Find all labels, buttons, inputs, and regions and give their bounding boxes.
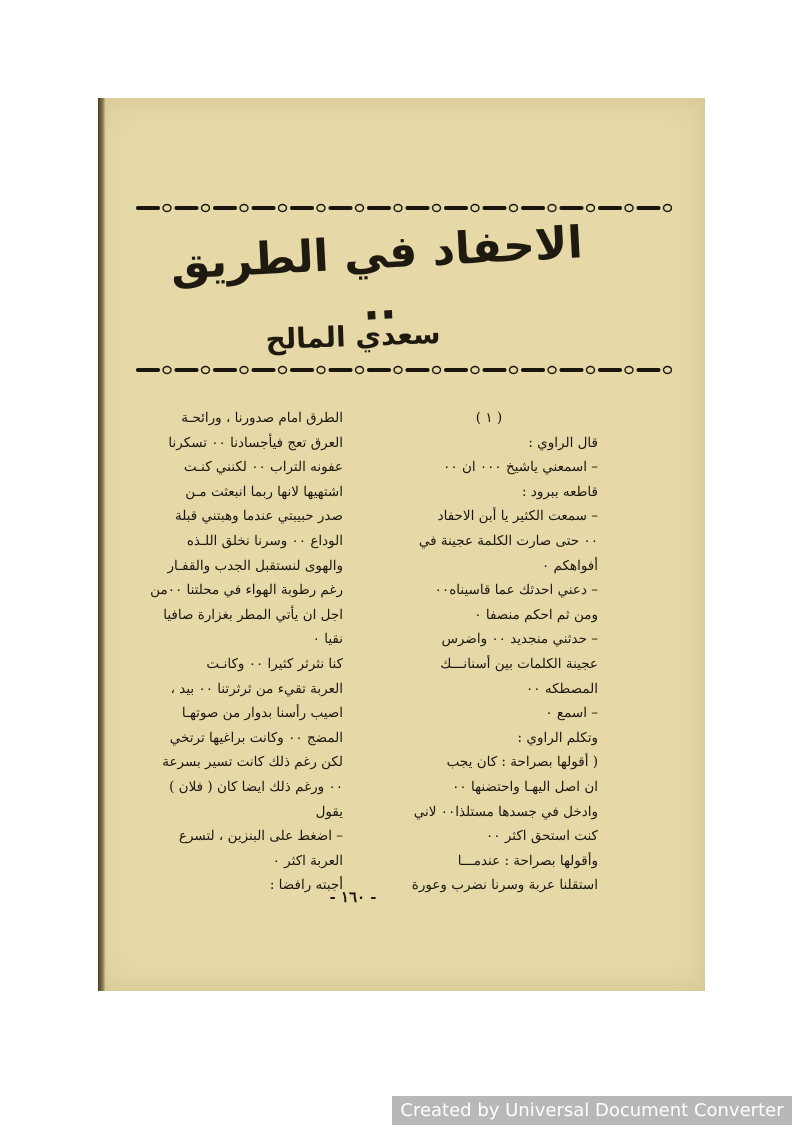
ornament-ring bbox=[471, 367, 479, 374]
ornament-bar bbox=[136, 368, 160, 372]
ornament-bar bbox=[290, 206, 314, 210]
ornament-ring bbox=[625, 205, 633, 212]
ornament-bar bbox=[136, 206, 160, 210]
ornament-bar bbox=[560, 206, 584, 210]
ornament-ring bbox=[163, 367, 171, 374]
text-line: العرق تعج فيأجسادنا ٠٠ تسكرنا bbox=[168, 434, 343, 451]
text-line: العربة اكثر ٠ bbox=[272, 852, 343, 869]
text-line: اجل ان يأتي المطر بغزارة صافيا bbox=[163, 606, 343, 623]
text-line: الوداع ٠٠ وسرنا نخلق اللـذه bbox=[186, 532, 343, 549]
ornament-bar bbox=[560, 368, 584, 372]
ornament-ring bbox=[433, 205, 441, 212]
text-line: أفواهكم ٠ bbox=[541, 557, 598, 574]
ornament-ring bbox=[510, 367, 518, 374]
text-line: – اسمع ٠ bbox=[545, 705, 598, 722]
ornament-ring bbox=[279, 367, 287, 374]
text-line: وأقولها بصراحة : عندمـــا bbox=[457, 852, 598, 869]
ornament-ring bbox=[664, 367, 672, 374]
text-line: المضج ٠٠ وكانت براغيها ترتخي bbox=[169, 729, 343, 746]
text-column-left bbox=[125, 406, 343, 898]
ornament-bar bbox=[329, 368, 353, 372]
ornament-bar bbox=[637, 206, 661, 210]
text-line: – دعني احدثك عما قاسيناه٠٠ bbox=[434, 582, 598, 599]
ornament-bar bbox=[175, 368, 199, 372]
converter-watermark: Created by Universal Document Converter bbox=[392, 1096, 792, 1125]
ornament-ring bbox=[202, 367, 210, 374]
book-spine-edge bbox=[98, 98, 106, 991]
ornament-bar bbox=[367, 368, 391, 372]
text-line: عجينة الكلمات بين أسنانـــك bbox=[440, 655, 598, 672]
ornament-ring bbox=[433, 367, 441, 374]
ornament-ring bbox=[394, 205, 402, 212]
text-line: – اسمعني ياشيخ ٠٠٠ ان ٠٠ bbox=[443, 459, 598, 476]
text-line: – حدثني منجديد ٠٠ واضرس bbox=[441, 631, 598, 648]
text-line: وتكلم الراوي : bbox=[517, 729, 598, 746]
text-line: قال الراوي : bbox=[528, 434, 598, 451]
ornament-bar bbox=[521, 368, 545, 372]
ornament-bar bbox=[213, 368, 237, 372]
text-line: – اضغط على البنزين ، لتسرع bbox=[178, 828, 343, 845]
ornament-ring bbox=[240, 205, 248, 212]
ornament-bar bbox=[637, 368, 661, 372]
scanned-page bbox=[98, 98, 705, 991]
ornament-ring bbox=[317, 367, 325, 374]
ornament-bar bbox=[290, 368, 314, 372]
ornament-bar bbox=[598, 368, 622, 372]
ornament-ring bbox=[471, 205, 479, 212]
text-line: المصطكه ٠٠ bbox=[526, 680, 598, 697]
text-line: والهوى لنستقبل الجدب والقفـار bbox=[167, 557, 343, 574]
text-line: رغم رطوبة الهواء في محلتنا ٠٠من bbox=[150, 582, 343, 599]
page-number: - ١٦٠ - bbox=[329, 888, 377, 906]
ornament-bar bbox=[444, 206, 468, 210]
ornament-ring bbox=[587, 367, 595, 374]
text-line: ان اصل اليهـا واحتضنها ٠٠ bbox=[452, 778, 598, 795]
ornament-ring bbox=[587, 205, 595, 212]
text-line: اشتهيها لانها ربما انبعثت مـن bbox=[185, 483, 343, 500]
ornament-bar bbox=[521, 206, 545, 210]
ornament-ring bbox=[510, 205, 518, 212]
ornament-ring bbox=[163, 205, 171, 212]
ornament-bar bbox=[252, 206, 276, 210]
text-line: – سمعت الكثير يا أبن الاحفاد bbox=[437, 508, 598, 525]
ornament-bar bbox=[367, 206, 391, 210]
ornament-ring bbox=[394, 367, 402, 374]
author-name: سعدي المالح bbox=[264, 316, 442, 357]
ornament-ring bbox=[317, 205, 325, 212]
ornament-bar bbox=[252, 368, 276, 372]
text-column-right bbox=[380, 406, 598, 898]
ornament-ring bbox=[356, 367, 364, 374]
text-line: قاطعه ببرود : bbox=[521, 483, 598, 500]
ornament-bar bbox=[598, 206, 622, 210]
text-line: ومن ثم احكم منصفا ٠ bbox=[474, 606, 598, 623]
section-marker: ( ١ ) bbox=[475, 410, 503, 426]
ornamental-divider-top bbox=[132, 202, 672, 214]
ornament-ring bbox=[548, 367, 556, 374]
ornament-ring bbox=[240, 367, 248, 374]
ornament-bar bbox=[406, 206, 430, 210]
ornament-bar bbox=[175, 206, 199, 210]
text-line: لكن رغم ذلك كانت تسير بسرعة bbox=[162, 754, 343, 771]
ornament-ring bbox=[356, 205, 364, 212]
text-line: ٠٠ ورغم ذلك ايضا كان ( فلان ) bbox=[169, 778, 343, 795]
text-line: يقول bbox=[315, 803, 343, 820]
text-line: كنا نثرثر كثيرا ٠٠ وكانـت bbox=[206, 655, 343, 672]
ornamental-divider-middle bbox=[132, 364, 672, 376]
text-line: أجبته رافضا : bbox=[269, 877, 343, 894]
ornament-bar bbox=[406, 368, 430, 372]
ornament-ring bbox=[548, 205, 556, 212]
text-line: ٠٠ حتى صارت الكلمة عجينة في bbox=[418, 532, 598, 549]
text-line: عفونه التراب ٠٠ لكنني كنـت bbox=[183, 459, 343, 476]
ornament-bar bbox=[483, 206, 507, 210]
text-line: صدر حبيبتي عندما وهبتني قبلة bbox=[174, 508, 343, 525]
ornament-ring bbox=[202, 205, 210, 212]
text-line: نقيا ٠ bbox=[312, 631, 343, 648]
ornament-bar bbox=[329, 206, 353, 210]
text-line: اصيب رأسنا بدوار من صوتهـا bbox=[181, 705, 343, 722]
ornament-bar bbox=[444, 368, 468, 372]
text-line: ( أقولها بصراحة : كان يجب bbox=[446, 754, 598, 771]
ornament-bar bbox=[483, 368, 507, 372]
text-line: الطرق امام صدورنا ، ورائحـة bbox=[181, 410, 343, 426]
ornament-bar bbox=[213, 206, 237, 210]
ornament-ring bbox=[279, 205, 287, 212]
text-line: كنت استحق اكثر ٠٠ bbox=[486, 828, 598, 845]
text-line: وادخل في جسدها مستلذا٠٠ لاني bbox=[413, 803, 598, 820]
ornament-ring bbox=[664, 205, 672, 212]
text-line: استقلنا عربة وسرنا نضرب وعورة bbox=[411, 877, 598, 894]
ornament-ring bbox=[625, 367, 633, 374]
text-line: العربة تقيء من ثرثرتنا ٠٠ بيد ، bbox=[170, 680, 343, 697]
article-title: الاحفاد في الطريق .. bbox=[169, 217, 584, 331]
